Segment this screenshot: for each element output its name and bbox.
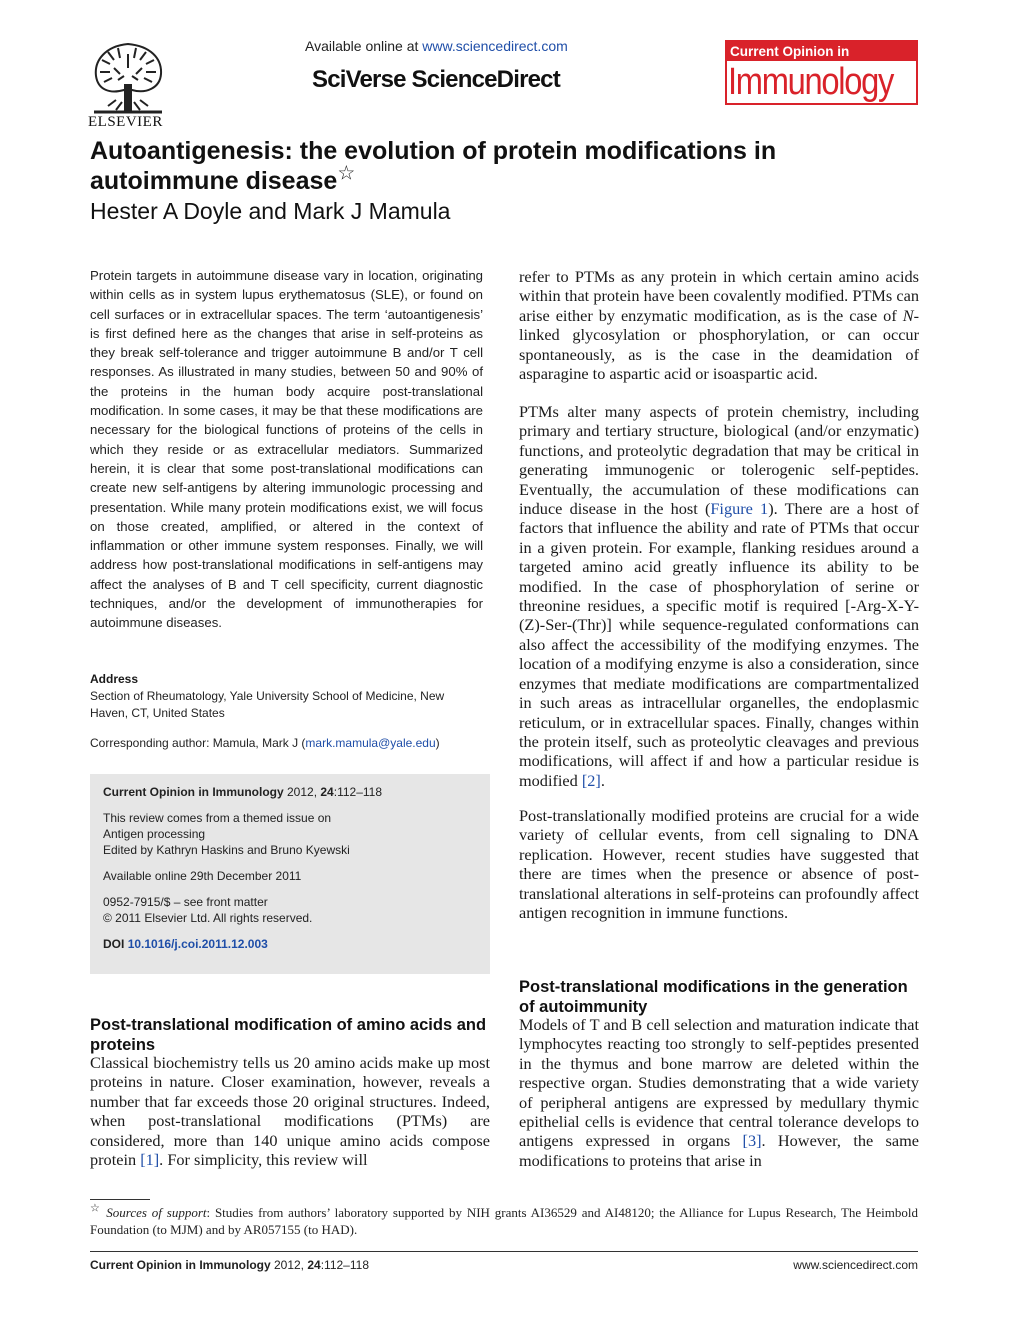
footnote: [90, 1204, 918, 1238]
title-text: Autoantigenesis: the evolution of protein modifications in autoimmune disease: [90, 137, 777, 195]
section1-text-b: . For simplicity, this review will: [159, 1150, 368, 1170]
info-volume: 24: [320, 785, 334, 799]
footer-journal: Current Opinion in Immunology: [90, 1258, 271, 1272]
p4-text-b: . However, the same modifications to proteins that arise in: [519, 1131, 919, 1170]
info-year: 2012: [287, 785, 314, 799]
ref-link-2[interactable]: [2]: [581, 770, 601, 790]
info-issn: 0952-7915/$ – see front matter: [103, 895, 268, 909]
right-paragraph-4: [519, 1015, 919, 1170]
info-rights: [103, 894, 477, 926]
corresponding-suffix: ): [435, 736, 440, 750]
platform-name: SciVerse ScienceDirect: [312, 66, 560, 93]
footer-url[interactable]: www.sciencedirect.com: [793, 1258, 918, 1272]
p1-text-b: -linked glycosylation or phosphorylation, or can occur spontaneously, as is the case in the deamidation of asparagine to aspartic acid or isoaspartic acid.: [519, 305, 919, 384]
footnote-text: : Studies from authors’ laboratory supported by NIH grants AI36529 and AI48120; the Alliance for Lupus Research, The Heimbold Foundation (to MJM) and by AR057155 (to HAD).: [90, 1205, 918, 1237]
right-paragraph-1: [519, 267, 919, 383]
available-online: [305, 38, 568, 54]
info-copyright: © 2011 Elsevier Ltd. All rights reserved.: [103, 911, 313, 925]
doi-label: DOI: [103, 937, 125, 951]
section-heading-autoimmunity: Post-translational modifications in the generation of autoimmunity: [519, 978, 908, 1016]
ref-link-1[interactable]: [1]: [140, 1150, 160, 1170]
info-citation: Current Opinion in Immunology 2012, 24:112–118: [103, 785, 383, 799]
publisher-name: ELSEVIER: [88, 114, 163, 130]
footer-pages: :112–118: [320, 1258, 369, 1272]
footer-divider: [90, 1251, 918, 1252]
section1-paragraph: [90, 1053, 490, 1169]
right-paragraph-3: Post-translationally modified proteins are crucial for a wide variety of cellular events, from cell signaling to DNA replication. However, recent studies have suggested that there are times when the presence or absence of post-translational alterations in self-proteins can profoundly affect antigen recognition in immune functions.: [519, 806, 919, 923]
article-authors: Hester A Doyle and Mark J Mamula: [90, 198, 451, 224]
journal-band: Current Opinion in: [727, 42, 916, 61]
corresponding-prefix: Corresponding author: Mamula, Mark J (: [90, 736, 306, 750]
p2-text-a: PTMs alter many aspects of protein chemistry, including primary and tertiary structure, biological (and/or enzymatic) functions, and proteolytic degradation that may be critical in generating immunogenic or tolerogenic self-peptides. Eventually, the accumulation of these modifications can induce disease in the host (: [519, 402, 919, 519]
abstract: Protein targets in autoimmune disease vary in location, originating within cells as in system lupus erythematosus (SLE), or found on cell surfaces or in extracellular spaces. The term ‘autoantigenesis’ is first defined here as the changes that arise in self-proteins as they break self-tolerance and trigger autoimmune B and/or T cell responses. As illustrated in many studies, between 50 and 90% of the proteins in the human body acquire post-translational modification. In some cases, it may be that these modifications are necessary for the biological functions of proteins of the cells in which they reside or as extracellular mediators. Summarized herein, it is clear that some post-translational modifications can create new self-antigens by altering immunologic processing and presentation. While many protein modifications exist, we will focus on those created, amplified, or altered in the context of inflammation or other immune system responses. Finally, we will address how post-translational modifications in self-antigens may affect the analyses of B and T cell specificity, current diagnostic techniques, and/or the development of immunotherapies for autoimmune diseases.: [90, 268, 483, 631]
info-themed: [103, 810, 477, 858]
address-heading: Address: [90, 672, 139, 686]
figure-1-link[interactable]: Figure 1: [710, 499, 769, 519]
footnote-divider: [90, 1199, 150, 1200]
journal-logo: [725, 40, 918, 105]
p1-italic: N: [902, 305, 914, 325]
themed-line1: This review comes from a themed issue on: [103, 811, 332, 825]
p2-text-c: .: [600, 770, 605, 790]
footer-citation: [90, 1258, 369, 1272]
footnote-label: Sources of support: [106, 1205, 207, 1220]
sciencedirect-link[interactable]: www.sciencedirect.com: [422, 38, 568, 54]
info-journal: Current Opinion in Immunology: [103, 785, 284, 799]
p2-text-b: ). There are a host of factors that influence the ability and rate of PTMs that occur in a given protein. For example, flanking residues around a targeted amino acid greatly influence its ability to be modified. In the case of phosphorylation of serine or threonine residues, a specific motif is required [-Arg-X-Y-(Z)-Ser-(Thr)] while sequence-regulated conformations can also affect the accessibility of the modifying enzymes. The location of a modifying enzyme is also a consideration, since enzymes that mediate modifications are compartmentalized in such areas as intracellular organelles, the endoplasmic reticulum, or in extracellular spaces. Finally, changes within the protein itself, such as proteolytic cleavages and previous modifications, will affect if and how a particular residue is modified: [519, 499, 919, 790]
footer-volume: 24: [307, 1258, 321, 1272]
elsevier-logo: [88, 40, 168, 132]
available-prefix: Available online at: [305, 38, 423, 54]
p1-text-a: refer to PTMs as any protein in which certain amino acids within that protein have been covalently modified. PTMs can arise either by enzymatic modification, as is the case of: [519, 267, 919, 325]
themed-line3: Edited by Kathryn Haskins and Bruno Kyewski: [103, 843, 350, 857]
ref-link-3[interactable]: [3]: [742, 1131, 762, 1151]
article-info-box: [90, 774, 490, 974]
info-pages: :112–118: [333, 785, 383, 799]
address-text: Section of Rheumatology, Yale University School of Medicine, New Haven, CT, United States: [90, 689, 445, 720]
info-available: Available online 29th December 2011: [103, 869, 302, 883]
right-paragraph-2: [519, 402, 919, 790]
section1-text-a: Classical biochemistry tells us 20 amino acids make up most proteins in nature. Closer examination, however, reveals a number that far exceeds those 20 original structures. Indeed, when post-translational modifications (PTMs) are considered, more than 140 unique amino acids compose protein: [90, 1053, 490, 1170]
p4-text-a: Models of T and B cell selection and maturation indicate that lymphocytes reacting too strongly to self-peptides presented in the thymus and bone marrow are deleted within the respective organ. Studies demonstrating that a wide variety of peripheral antigens are expressed by medullary thymic epithelial cells is evidence that central tolerance develops to antigens expressed in organs: [519, 1015, 919, 1151]
themed-line2: Antigen processing: [103, 827, 206, 841]
corresponding-author: [90, 736, 483, 750]
journal-name: Immunology: [728, 61, 894, 103]
email-link[interactable]: mark.mamula@yale.edu: [305, 736, 436, 750]
footnote-mark: ☆: [90, 1202, 102, 1215]
article-title: [90, 136, 870, 196]
section-heading-ptm-amino-acids: Post-translational modification of amino acids and proteins: [90, 1016, 487, 1054]
info-doi: [103, 936, 477, 952]
elsevier-tree-icon: [88, 40, 168, 114]
title-footnote-mark[interactable]: ☆: [337, 162, 356, 185]
doi-link[interactable]: 10.1016/j.coi.2011.12.003: [127, 937, 268, 951]
footer-year: 2012,: [270, 1258, 308, 1272]
